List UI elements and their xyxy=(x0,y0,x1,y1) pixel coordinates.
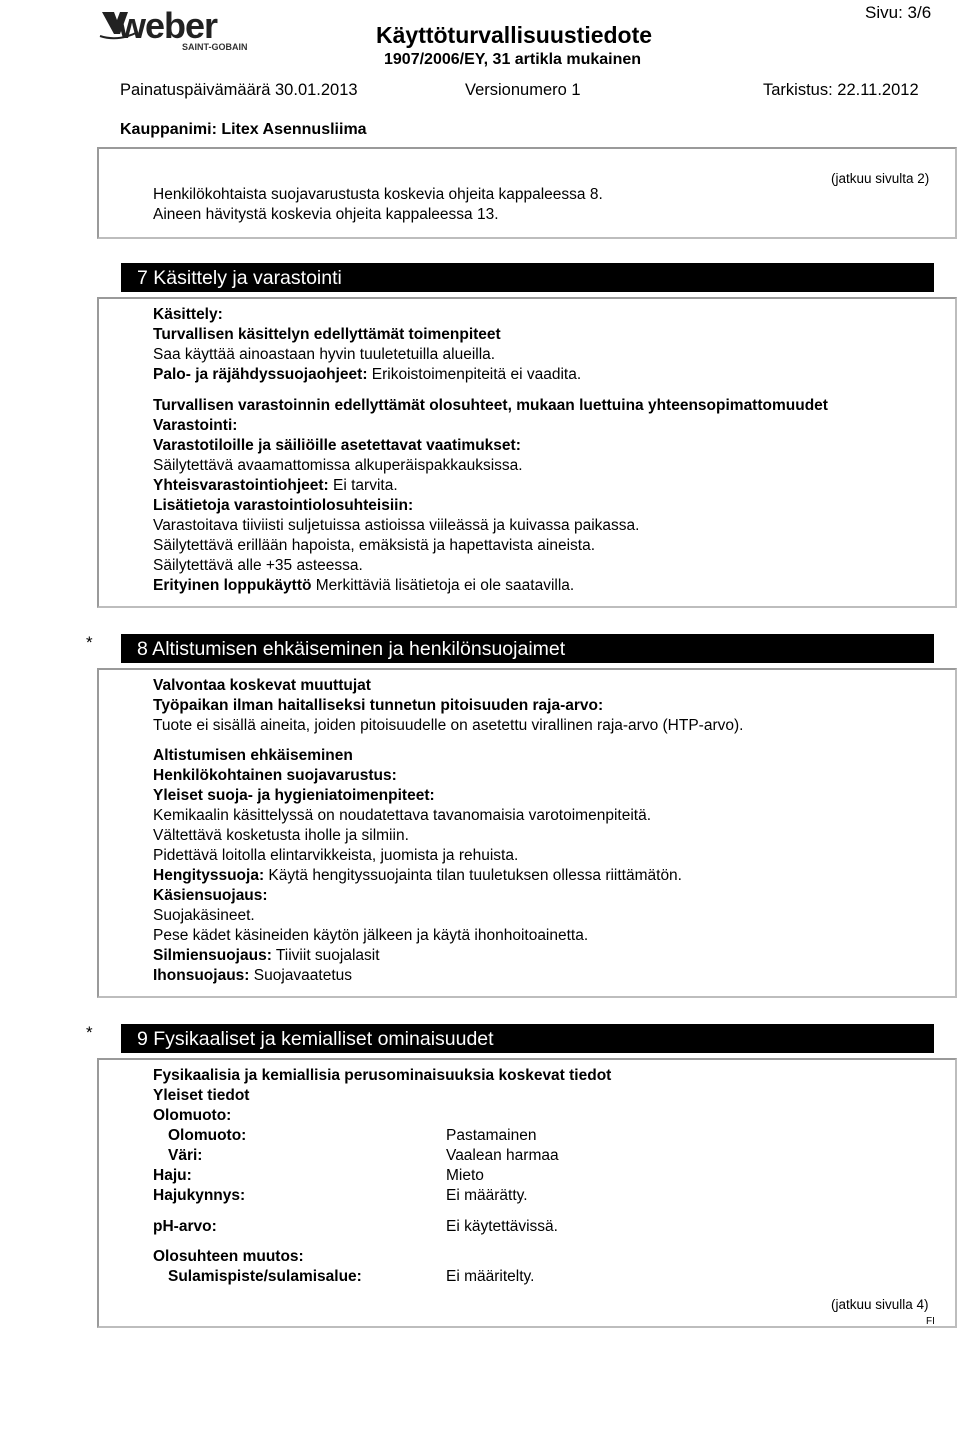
storage-info-2: Säilytettävä erillään hapoista, emäksistä ja hapettavista aineista. xyxy=(153,537,595,554)
safe-handling-text: Saa käyttää ainoastaan hyvin tuuletetuilla alueilla. xyxy=(153,346,496,363)
respiratory-line xyxy=(153,866,682,886)
joint-storage-line xyxy=(153,476,398,496)
continued-to: (jatkuu sivulla 4) xyxy=(831,1297,929,1312)
exposure-controls-label: Altistumisen ehkäiseminen xyxy=(153,747,353,764)
eye-protection-label: Silmiensuojaus: xyxy=(153,947,272,964)
hand-protection-label: Käsiensuojaus: xyxy=(153,887,268,904)
prop-value-odor-threshold: Ei määrätty. xyxy=(446,1187,528,1204)
storage-conditions-label: Turvallisen varastoinnin edellyttämät olosuhteet, mukaan luettuina yhteensopimattomuudet xyxy=(153,397,828,414)
prop-label-form: Olomuoto: xyxy=(168,1127,247,1144)
storage-rooms-label: Varastotiloille ja säiliöille asetettavat vaatimukset: xyxy=(153,437,521,454)
prop-value-form: Pastamainen xyxy=(446,1127,537,1144)
storage-info-3: Säilytettävä alle +35 asteessa. xyxy=(153,557,363,574)
language-code: FI xyxy=(926,1316,935,1327)
page-number: Sivu: 3/6 xyxy=(865,3,932,22)
prop-label-color: Väri: xyxy=(168,1147,203,1164)
version-number: Versionumero 1 xyxy=(465,81,581,99)
general-info-label: Yleiset tiedot xyxy=(153,1087,250,1104)
intro-line-2: Aineen hävitystä koskevia ohjeita kappaleessa 13. xyxy=(153,206,499,223)
logo-subtext: SAINT-GOBAIN xyxy=(182,42,248,52)
skin-protection-label: Ihonsuojaus: xyxy=(153,967,250,984)
fire-text: Erikoistoimenpiteitä ei vaadita. xyxy=(367,366,582,383)
logo-wordmark: weber xyxy=(118,6,218,46)
fire-label: Palo- ja räjähdyssuojaohjeet: xyxy=(153,366,368,383)
document-title: Käyttöturvallisuustiedote xyxy=(376,22,653,48)
safe-handling-label: Turvallisen käsittelyn edellyttämät toimenpiteet xyxy=(153,326,501,343)
weber-logo xyxy=(98,6,258,54)
trade-name: Kauppanimi: Litex Asennusliima xyxy=(120,121,367,138)
eye-protection-text: Tiiviit suojalasit xyxy=(271,947,380,964)
end-use-text: Merkittäviä lisätietoja ei ole saatavilla. xyxy=(311,577,575,594)
joint-storage-label: Yhteisvarastointiohjeet: xyxy=(153,477,329,494)
basic-properties-label: Fysikaalisia ja kemiallisia perusominaisuuksia koskevat tiedot xyxy=(153,1067,612,1084)
document-subtitle: 1907/2006/EY, 31 artikla mukainen xyxy=(384,51,642,68)
prop-label-odor-threshold: Hajukynnys: xyxy=(153,1187,246,1204)
general-hygiene-3: Pidettävä loitolla elintarvikkeista, juomista ja rehuista. xyxy=(153,847,519,864)
prop-value-color: Vaalean harmaa xyxy=(446,1147,559,1164)
form-group-label: Olomuoto: xyxy=(153,1107,232,1124)
revision-date: Tarkistus: 22.11.2012 xyxy=(763,81,919,99)
storage-rooms-text: Säilytettävä avaamattomissa alkuperäispakkauksissa. xyxy=(153,457,523,474)
section-8-heading: 8 Altistumisen ehkäiseminen ja henkilönsuojaimet xyxy=(121,634,934,663)
section-7-heading: 7 Käsittely ja varastointi xyxy=(121,263,934,292)
print-date: Painatuspäivämäärä 30.01.2013 xyxy=(120,81,358,99)
skin-protection-line xyxy=(153,966,352,986)
hand-protection-1: Suojakäsineet. xyxy=(153,907,255,924)
fire-protection-line xyxy=(153,365,581,385)
prop-value-melting: Ei määritelty. xyxy=(446,1268,535,1285)
continued-from: (jatkuu sivulta 2) xyxy=(831,171,930,186)
section-8-change-marker: * xyxy=(86,633,93,652)
general-hygiene-2: Vältettävä kosketusta iholle ja silmiin. xyxy=(153,827,409,844)
general-hygiene-1: Kemikaalin käsittelyssä on noudatettava tavanomaisia varotoimenpiteitä. xyxy=(153,807,651,824)
hand-protection-2: Pese kädet käsineiden käytön jälkeen ja käytä ihonhoitoainetta. xyxy=(153,927,589,944)
prop-label-melting: Sulamispiste/sulamisalue: xyxy=(168,1268,362,1285)
limit-value-label: Työpaikan ilman haitalliseksi tunnetun pitoisuuden raja-arvo: xyxy=(153,697,604,714)
control-params-label: Valvontaa koskevat muuttujat xyxy=(153,677,371,694)
section-9-heading: 9 Fysikaaliset ja kemialliset ominaisuudet xyxy=(121,1024,934,1053)
storage-info-1: Varastoitava tiiviisti suljetuissa astioissa viileässä ja kuivassa paikassa. xyxy=(153,517,640,534)
prop-label-ph: pH-arvo: xyxy=(153,1218,217,1235)
prop-label-odor: Haju: xyxy=(153,1167,192,1184)
general-hygiene-label: Yleiset suoja- ja hygieniatoimenpiteet: xyxy=(153,787,435,804)
respiratory-text: Käytä hengityssuojainta tilan tuuletuksen ollessa riittämätön. xyxy=(264,867,682,884)
state-change-label: Olosuhteen muutos: xyxy=(153,1248,304,1265)
intro-line-1: Henkilökohtaista suojavarustusta koskevia ohjeita kappaleessa 8. xyxy=(153,186,603,203)
section-9-change-marker: * xyxy=(86,1023,93,1042)
eye-protection-line xyxy=(153,946,380,966)
storage-info-label: Lisätietoja varastointiolosuhteisiin: xyxy=(153,497,414,514)
prop-value-odor: Mieto xyxy=(446,1167,484,1184)
skin-protection-text: Suojavaatetus xyxy=(249,967,352,984)
weber-logo-graphic xyxy=(98,6,258,54)
end-use-label: Erityinen loppukäyttö xyxy=(153,577,312,594)
respiratory-label: Hengityssuoja: xyxy=(153,867,265,884)
end-use-line xyxy=(153,576,574,596)
limit-value-text: Tuote ei sisällä aineita, joiden pitoisuudelle on asetettu virallinen raja-arvo (HTP-arvo). xyxy=(153,717,744,734)
joint-storage-text: Ei tarvita. xyxy=(328,477,398,494)
storage-label: Varastointi: xyxy=(153,417,238,434)
ppe-label: Henkilökohtainen suojavarustus: xyxy=(153,767,397,784)
handling-label: Käsittely: xyxy=(153,306,223,323)
prop-value-ph: Ei käytettävissä. xyxy=(446,1218,558,1235)
